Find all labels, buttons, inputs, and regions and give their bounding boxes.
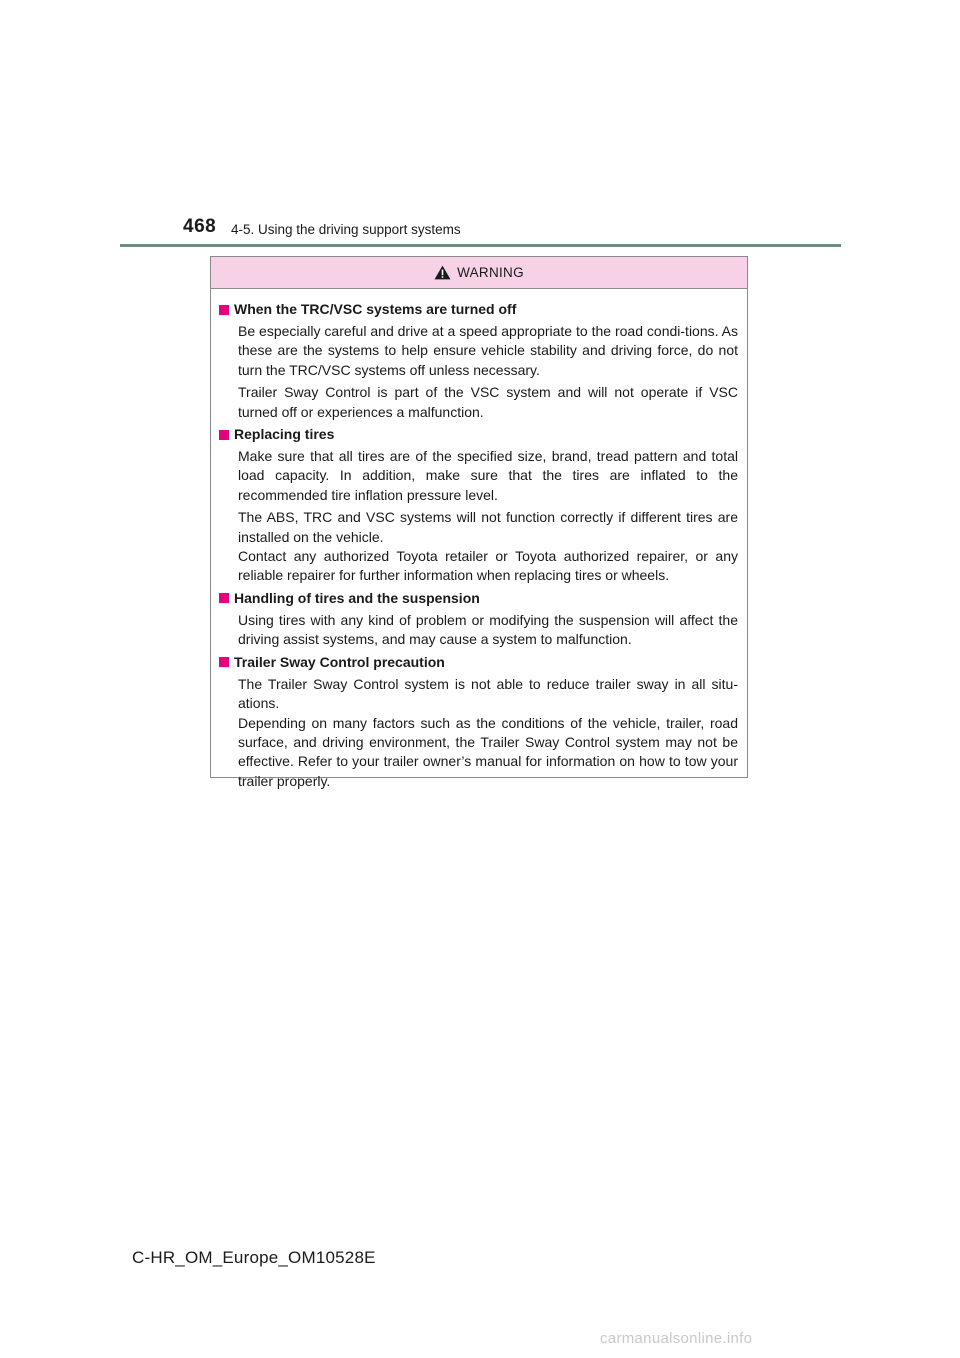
warning-topic — [219, 300, 738, 422]
warning-topic — [219, 425, 738, 586]
page-number: 468 — [183, 216, 217, 237]
topic-heading-text: Trailer Sway Control precaution — [234, 653, 445, 670]
topic-paragraph: The Trailer Sway Control system is not able to reduce trailer sway in all situ-ations. — [238, 675, 738, 712]
topic-paragraph: Depending on many factors such as the conditions of the vehicle, trailer, road surface, and driving environment, the Trailer Sway Control system may not be effective. Refer to your trailer owner’s manual for information on how to tow your trailer properly. — [238, 714, 738, 789]
topic-heading-text: Handling of tires and the suspension — [234, 589, 480, 606]
topic-paragraph: Using tires with any kind of problem or modifying the suspension will affect the driving assist systems, and may cause a system to malfunction. — [238, 611, 738, 648]
topic-paragraph: The ABS, TRC and VSC systems will not function correctly if different tires are installed on the vehicle. — [238, 509, 738, 545]
topic-heading — [219, 653, 738, 672]
topic-heading — [219, 300, 738, 319]
topic-paragraph: Make sure that all tires are of the specified size, brand, tread pattern and total load capacity. In addition, make sure that the tires are inflated to the recommended tire inflation pressure level. — [238, 448, 738, 503]
topic-heading — [219, 589, 738, 608]
square-bullet-icon — [219, 657, 229, 667]
warning-topic — [219, 589, 738, 650]
section-title: 4-5. Using the driving support systems — [231, 222, 461, 237]
square-bullet-icon — [219, 305, 229, 315]
warning-box — [210, 256, 748, 789]
topic-paragraph: Contact any authorized Toyota retailer or Toyota authorized repairer, or any reliable repairer for further information when replacing tires or wheels. — [238, 548, 738, 584]
topic-paragraph: Be especially careful and drive at a speed appropriate to the road condi-tions. As these are the systems to help ensure vehicle stability and driving force, do not turn the TRC/VSC systems off unless necessary. — [238, 323, 738, 378]
square-bullet-icon — [219, 430, 229, 440]
topic-heading-text: When the TRC/VSC systems are turned off — [234, 301, 517, 317]
warning-topic — [219, 653, 738, 791]
topic-heading — [219, 425, 738, 444]
topic-heading-text: Replacing tires — [234, 426, 335, 443]
square-bullet-icon — [219, 593, 229, 603]
document-code: C-HR_OM_Europe_OM10528E — [132, 1248, 376, 1267]
header-divider — [120, 244, 841, 247]
warning-label: WARNING — [457, 265, 524, 280]
warning-header — [211, 257, 747, 289]
warning-triangle-icon — [434, 265, 451, 280]
watermark: carmanualsonline.info — [600, 1330, 753, 1347]
topic-paragraph: Trailer Sway Control is part of the VSC system and will not operate if VSC turned off or experiences a malfunction. — [238, 384, 738, 420]
warning-body — [211, 289, 747, 791]
